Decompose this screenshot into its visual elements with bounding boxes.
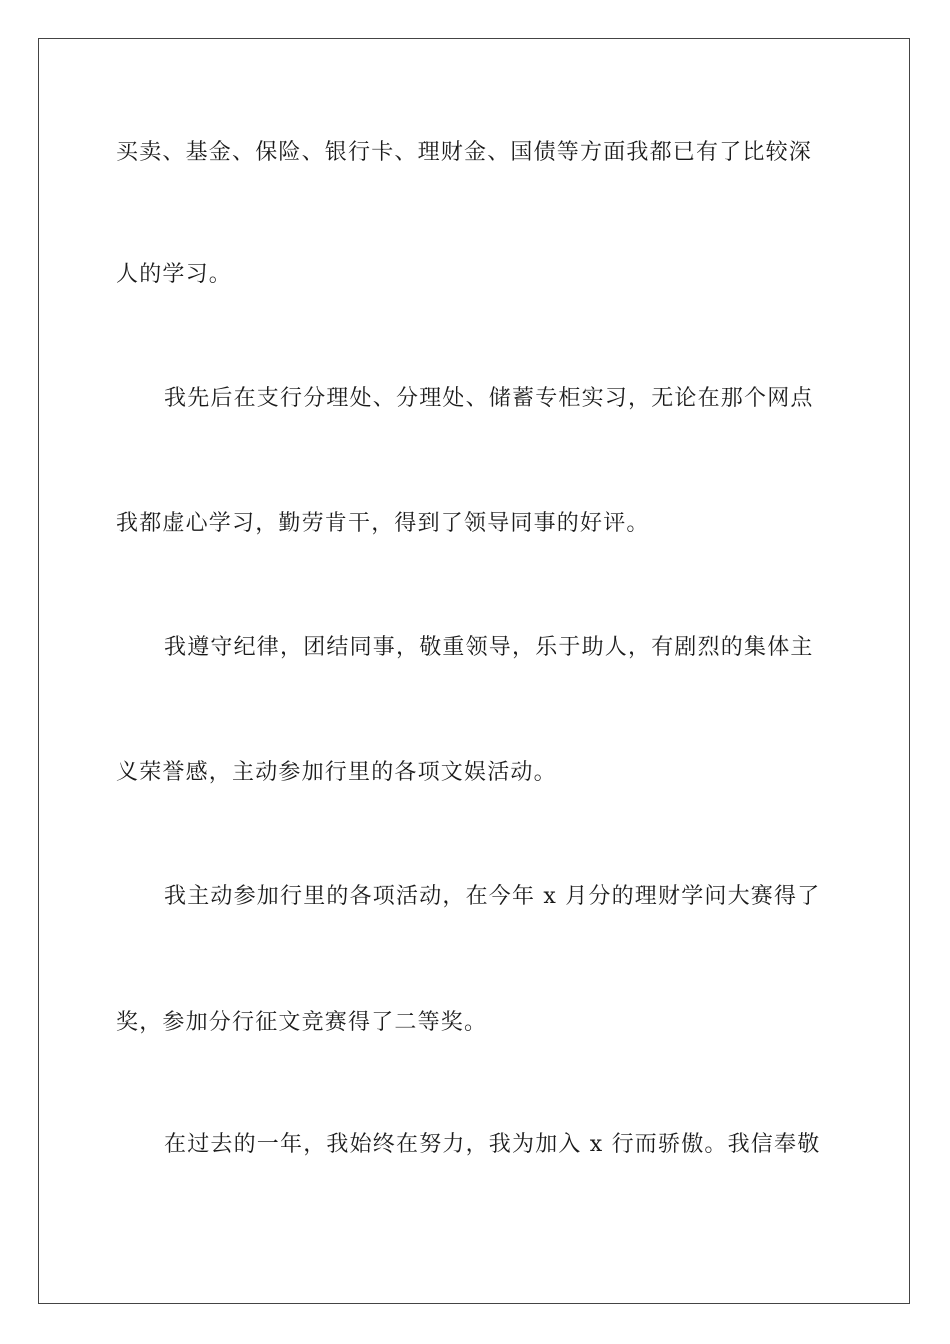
paragraph-line: 我主动参加行里的各项活动，在今年 x 月分的理财学问大赛得了: [164, 884, 821, 909]
paragraph-line: 奖，参加分行征文竞赛得了二等奖。: [116, 1010, 488, 1035]
paragraph-line: 我遵守纪律，团结同事，敬重领导，乐于助人，有剧烈的集体主: [164, 635, 814, 660]
paragraph-line: 买卖、基金、保险、银行卡、理财金、国债等方面我都已有了比较深: [116, 140, 813, 165]
paragraph-line: 我都虚心学习，勤劳肯干，得到了领导同事的好评。: [116, 511, 650, 536]
paragraph-line: 人的学习。: [116, 262, 233, 287]
paragraph-line: 在过去的一年，我始终在努力，我为加入 x 行而骄傲。我信奉敬: [164, 1132, 821, 1157]
paragraph-line: 义荣誉感，主动参加行里的各项文娱活动。: [116, 760, 557, 785]
paragraph-line: 我先后在支行分理处、分理处、储蓄专柜实习，无论在那个网点: [164, 386, 814, 411]
page-border: [38, 38, 910, 1304]
